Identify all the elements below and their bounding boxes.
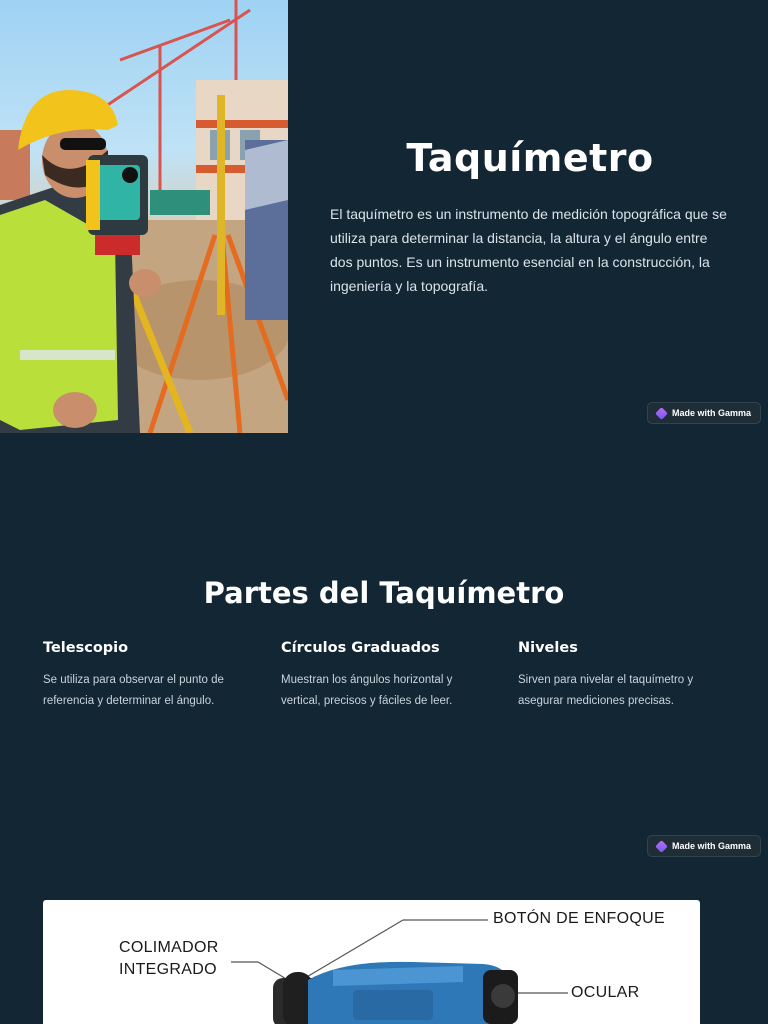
label-collimator-line1: COLIMADOR <box>119 939 219 956</box>
part-column-graduated-circles <box>281 640 481 712</box>
label-focus-button: BOTÓN DE ENFOQUE <box>493 910 665 927</box>
part-text: Sirven para nivelar el taquímetro y asegurar mediciones precisas. <box>518 674 694 707</box>
slide-title: Taquímetro <box>406 136 654 180</box>
gamma-logo-icon <box>655 407 668 420</box>
part-column-telescope <box>43 640 243 712</box>
surveyor-photo-illustration <box>0 0 288 433</box>
part-title: Niveles <box>518 640 578 656</box>
part-column-levels <box>518 640 718 712</box>
part-title: Círculos Graduados <box>281 640 440 656</box>
gamma-logo-icon <box>655 840 668 853</box>
label-eyepiece: OCULAR <box>571 984 640 1001</box>
surveyor-photo <box>0 0 288 433</box>
slide-intro <box>0 0 768 433</box>
part-text: Se utiliza para observar el punto de referencia y determinar el ángulo. <box>43 674 224 707</box>
made-with-gamma-badge[interactable] <box>647 402 761 424</box>
instrument-diagram <box>43 900 700 1024</box>
slide-description: El taquímetro es un instrumento de medición topográfica que se utiliza para determinar la distancia, la altura y el ángulo entre dos puntos. Es un instrumento esencial en la construcción, la ingeniería y la topografía. <box>330 206 727 294</box>
part-title: Telescopio <box>43 640 129 656</box>
parts-title: Partes del Taquímetro <box>203 576 565 610</box>
badge-label: Made with Gamma <box>672 408 752 418</box>
made-with-gamma-badge-2[interactable] <box>647 835 761 857</box>
badge-label: Made with Gamma <box>672 841 752 851</box>
part-text: Muestran los ángulos horizontal y vertical, precisos y fáciles de leer. <box>281 674 453 707</box>
label-collimator-line2: INTEGRADO <box>119 961 217 978</box>
